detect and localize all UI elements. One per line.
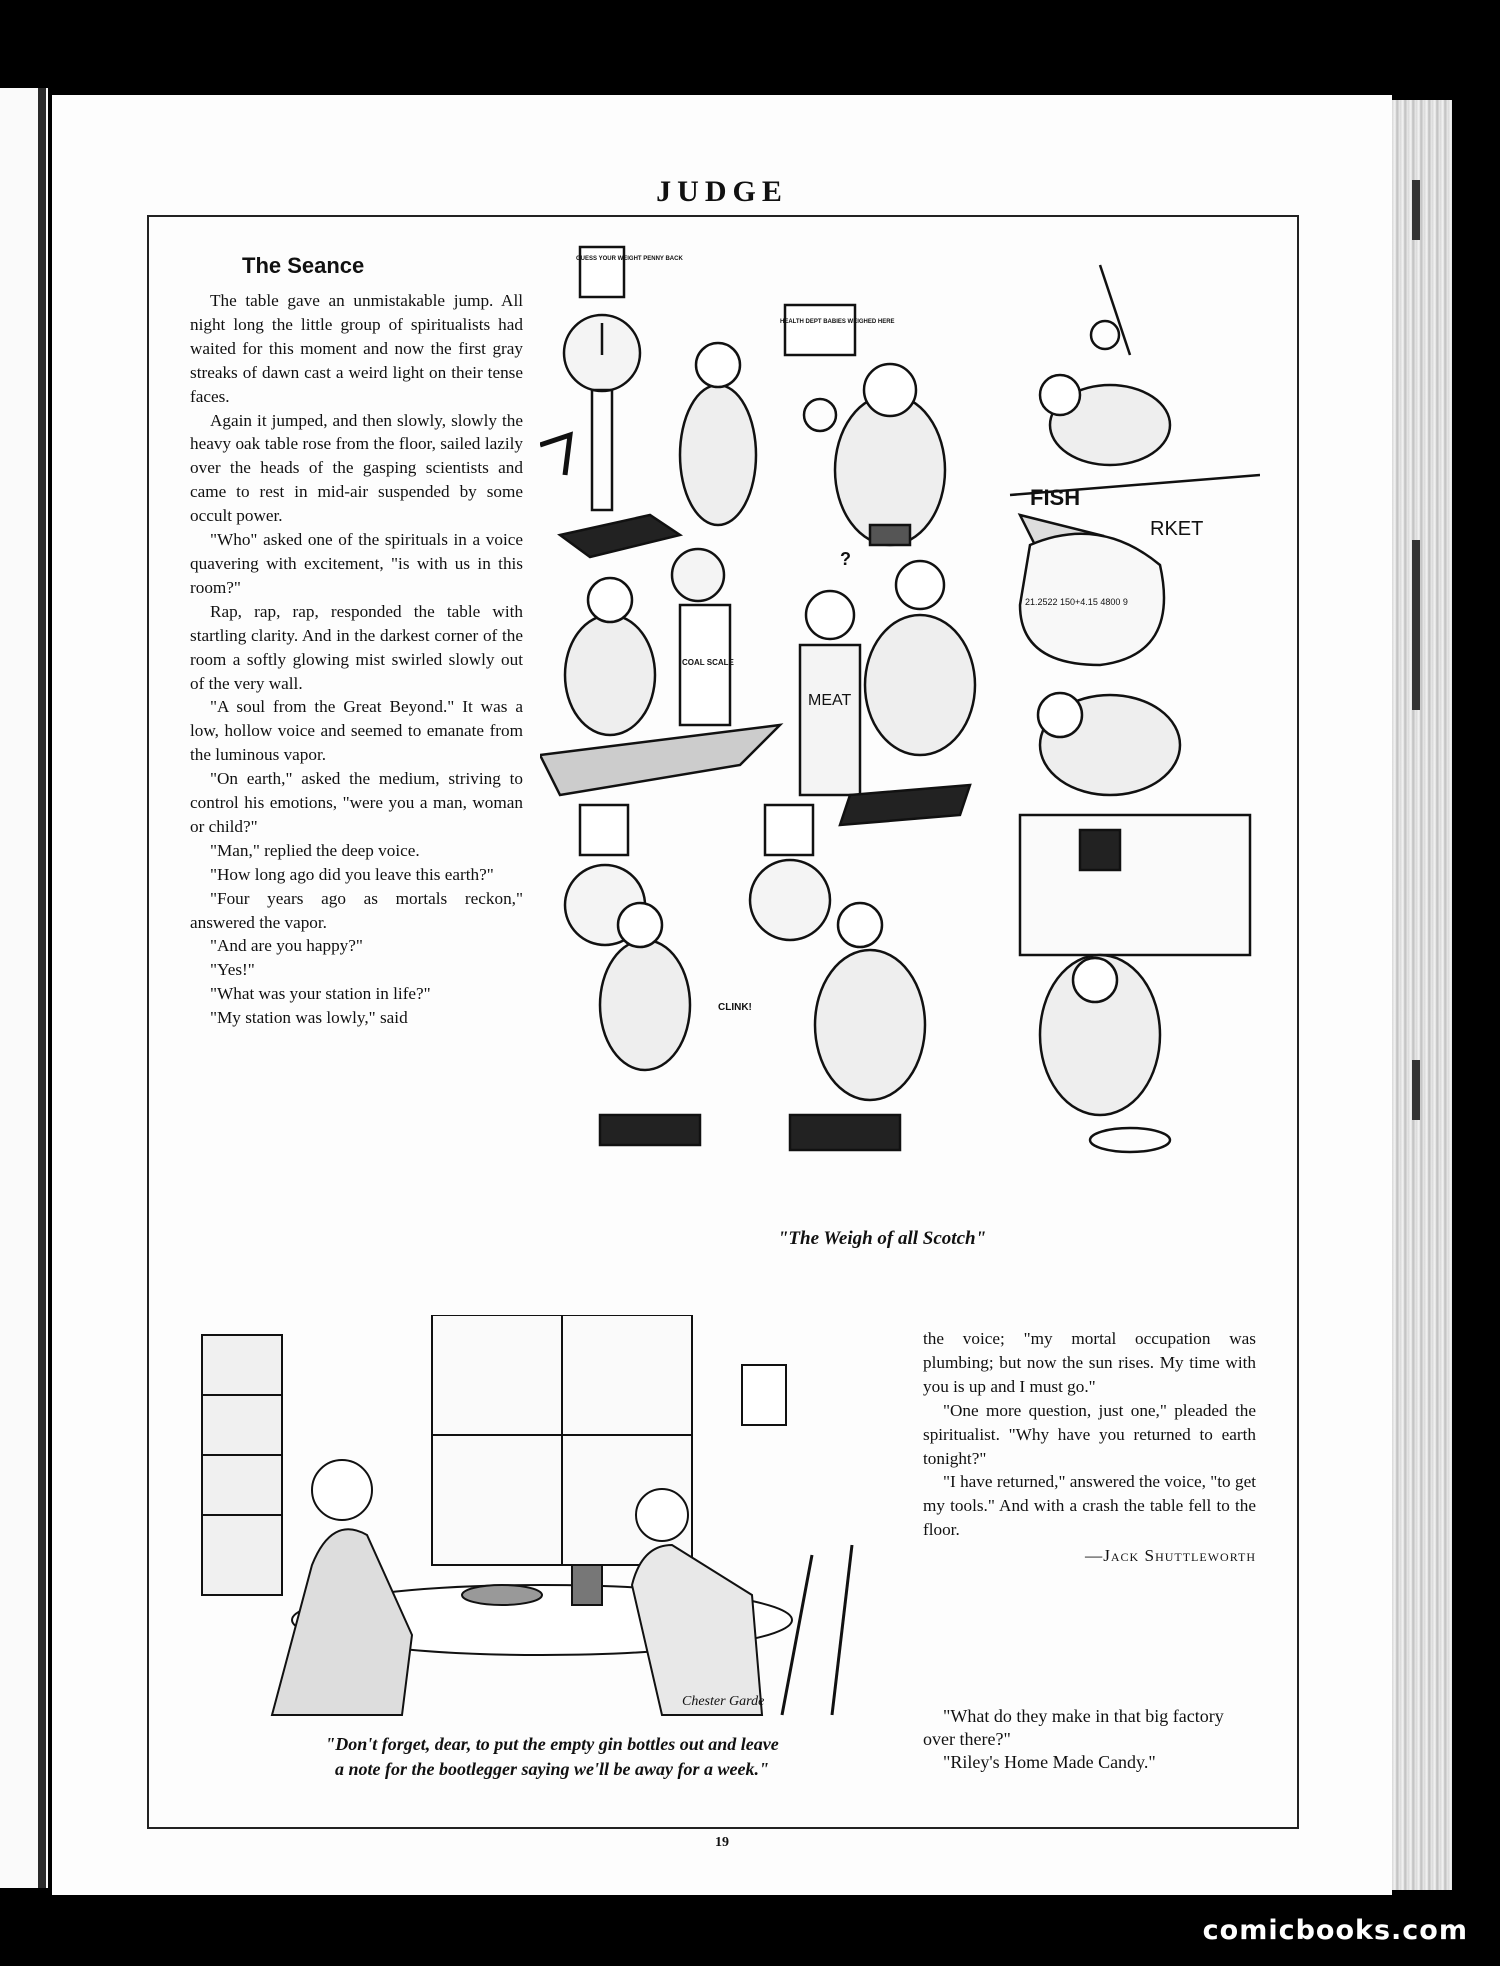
sign-market: RKET (1150, 518, 1204, 540)
paragraph: "A soul from the Great Beyond." It was a low, hollow voice and seemed to emanate from the luminous vapor. (190, 697, 523, 765)
paragraph: Rap, rap, rap, responded the table with startling clarity. And in the darkest corner of the room a softly glowing mist swirled slowly out of the very wall. (190, 601, 523, 693)
paragraph: Again it jumped, and then slowly, slowly the heavy oak table rose from the floor, sailed lazily over the heads of the gasping scientists and came to rest in mid-air suspended by some occult power. (190, 410, 523, 526)
paragraph: "What was your station in life?" (210, 984, 431, 1004)
page-number: 19 (715, 1835, 729, 1850)
question-mark: ? (840, 549, 851, 569)
paragraph: "I have returned," answered the voice, "to get my tools." And with a crash the table fell to the floor. (923, 1472, 1256, 1540)
dining-cartoon (192, 1315, 902, 1725)
binding-spine (38, 88, 46, 1888)
article-column-1 (190, 289, 523, 1030)
site-watermark: comicbooks.com (1202, 1915, 1468, 1946)
paragraph: "On earth," asked the medium, striving to control his emotions, "were you a man, woman or child?" (190, 769, 523, 836)
sign-meat: MEAT (808, 692, 852, 709)
panel-7 (565, 805, 700, 1145)
paragraph: "My station was lowly," said (210, 1008, 408, 1028)
edge-mark (1412, 540, 1420, 710)
paragraph: "Yes!" (210, 960, 255, 980)
paragraph: The table gave an unmistakable jump. All night long the little group of spiritualists had waited for this moment and now the first gray streaks of dawn cast a weird light on their tense faces. (190, 291, 523, 406)
dining-cartoon-caption (192, 1732, 912, 1782)
article-column-2 (923, 1327, 1256, 1568)
paragraph: "How long ago did you leave this earth?" (210, 864, 494, 884)
article-title: The Seance (242, 253, 365, 278)
panel-8 (750, 805, 925, 1150)
edge-mark (1412, 1060, 1420, 1120)
magazine-masthead: JUDGE (656, 175, 788, 208)
joke-answer: "Riley's Home Made Candy." (943, 1752, 1156, 1772)
panel-6 (1020, 534, 1180, 795)
artist-signature: Chester Garde (682, 1694, 765, 1709)
panel-9 (1020, 815, 1250, 1152)
paragraph: "Man," replied the deep voice. (210, 840, 420, 860)
facing-page-edge (0, 88, 48, 1888)
joke-block (923, 1705, 1256, 1774)
sign-health-dept: HEALTH DEPT BABIES WEIGHED HERE (780, 319, 895, 325)
paragraph: "Four years ago as mortals reckon," answered the vapor. (190, 888, 523, 932)
sign-guess-weight: GUESS YOUR WEIGHT PENNY BACK (576, 256, 683, 262)
byline: —Jack Shuttleworth (1085, 1546, 1256, 1566)
sign-coal-scale: COAL SCALE (682, 658, 734, 667)
magazine-page (52, 95, 1392, 1895)
panel-4 (540, 549, 780, 795)
caption-line-2: a note for the bootlegger saying we'll be away for a week." (335, 1759, 769, 1779)
edge-mark (1412, 180, 1420, 240)
sound-clink: CLINK! (718, 1002, 752, 1013)
paragraph: the voice; "my mortal occupation was plumbing; but now the sun rises. My time with you is up and I must go." (923, 1329, 1256, 1396)
panel-2 (785, 305, 945, 545)
paragraph: "One more question, just one," pleaded the spiritualist. "Why have you returned to earth tonight?" (923, 1400, 1256, 1468)
comic-strip-caption: "The Weigh of all Scotch" (777, 1228, 987, 1249)
thought-math: 21.2522 150+4.15 4800 9 (1025, 597, 1128, 607)
caption-line-1: "Don't forget, dear, to put the empty gin bottles out and leave (325, 1734, 779, 1754)
panel-3 (1010, 265, 1260, 555)
page-edges (1392, 100, 1452, 1890)
paragraph: "And are you happy?" (210, 936, 363, 956)
comic-strip (540, 235, 1260, 1215)
paragraph: "Who" asked one of the spirituals in a voice quavering with excitement, "is with us in this room?" (190, 530, 523, 597)
panel-1 (540, 247, 756, 557)
joke-question: "What do they make in that big factory over there?" (923, 1706, 1224, 1749)
sign-fish: FISH (1030, 485, 1081, 510)
